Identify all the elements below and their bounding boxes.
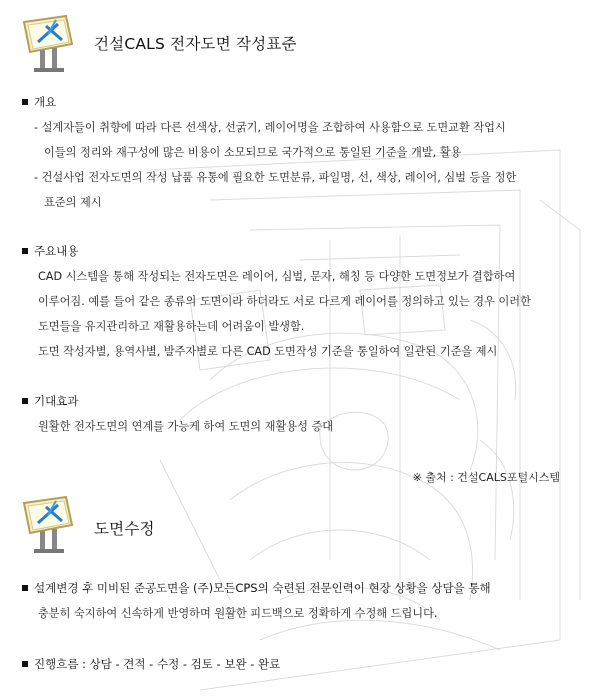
square-bullet-icon — [22, 585, 28, 591]
drafting-table-icon — [18, 14, 76, 74]
square-bullet-icon — [22, 398, 28, 404]
contents-line-1: CAD 시스템을 통해 작성되는 전자도면은 레이어, 심벌, 문자, 해칭 등 다양한 도면정보가 결합하여 — [38, 270, 516, 283]
section-title-cals: 건설CALS 전자도면 작성표준 — [94, 35, 297, 53]
square-bullet-icon — [22, 661, 28, 667]
square-bullet-icon — [22, 248, 28, 254]
section-header-cals — [18, 14, 578, 74]
drafting-table-icon — [18, 495, 76, 555]
source-note: ※ 출처 : 건설CALS포털시스템 — [412, 471, 560, 484]
overview-line-2: 이들의 정리와 재구성에 많은 비용이 소모되므로 국가적으로 통일된 기준을 개발, 활용 — [44, 146, 462, 159]
square-bullet-icon — [22, 99, 28, 105]
contents-line-3: 도면들을 유지관리하고 재활용하는데 어려움이 발생함. — [38, 320, 305, 333]
overview-line-4: 표준의 제시 — [44, 196, 102, 209]
overview-heading: 개요 — [22, 94, 56, 110]
section-title-revision: 도면수정 — [94, 520, 155, 538]
overview-line-3: - 건설사업 전자도면의 작성 납품 유통에 필요한 도면분류, 파일명, 선, 색상, 레이어, 심벌 등을 정한 — [34, 171, 517, 184]
contents-heading: 주요내용 — [22, 243, 78, 259]
overview-line-1: - 설계자들이 취향에 따라 다른 선색상, 선굵기, 레이어명을 조합하여 사용함으로 도면교환 작업시 — [34, 121, 506, 134]
contents-line-2: 이루어짐. 예를 들어 같은 종류의 도면이라 하더라도 서로 다르게 레이어를 정의하고 있는 경우 이러한 — [38, 295, 531, 308]
revision-bullet-1: 설계변경 후 미비된 준공도면을 (주)모든CPS의 숙련된 전문인력이 현장 상황을 상담을 통해 — [22, 580, 491, 596]
revision-flow: 진행흐름 : 상담 - 견적 - 수정 - 검토 - 보완 - 완료 — [22, 656, 280, 672]
effect-heading: 기대효과 — [22, 393, 78, 409]
section-header-revision — [18, 495, 578, 555]
revision-bullet-1-line-2: 충분히 숙지하여 신속하게 반영하며 원활한 피드백으로 정확하게 수정해 드립니다. — [38, 607, 438, 620]
contents-line-4: 도면 작성자별, 용역사별, 발주자별로 다른 CAD 도면작성 기준을 통일하여 일관된 기준을 제시 — [38, 345, 498, 358]
effect-line-1: 원활한 전자도면의 연계를 가능케 하여 도면의 재활용성 증대 — [38, 420, 334, 433]
